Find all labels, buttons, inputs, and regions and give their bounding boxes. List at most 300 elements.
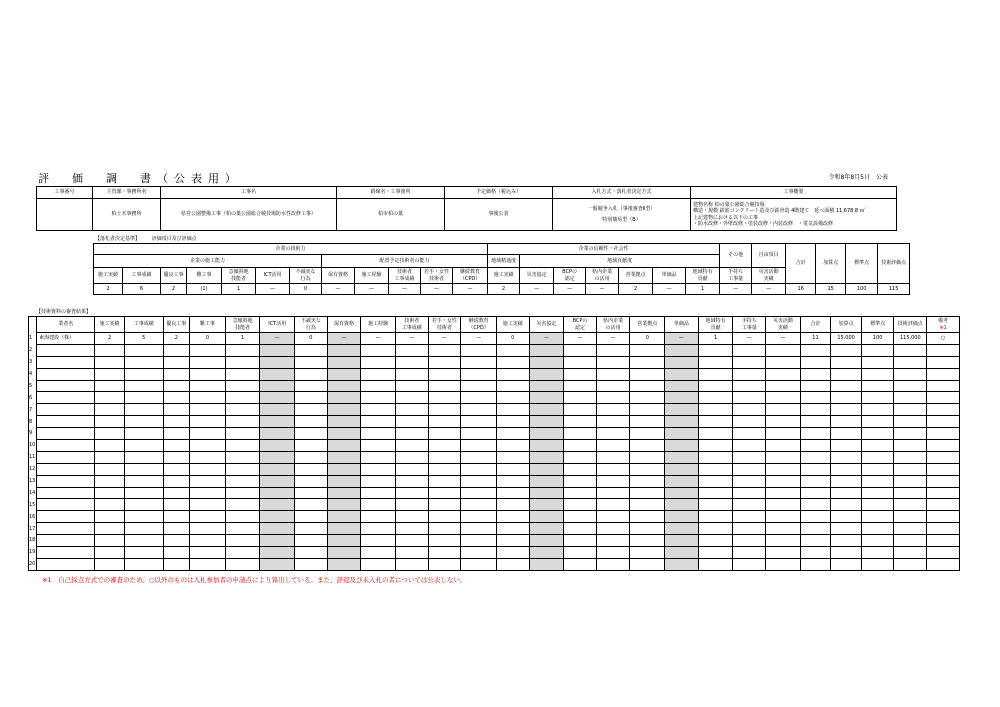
result-value-empty <box>529 511 564 523</box>
result-value: 1 <box>225 333 260 345</box>
result-value: — <box>395 333 428 345</box>
result-value-empty <box>665 475 699 487</box>
result-value-empty <box>461 392 497 404</box>
result-value-empty <box>861 428 894 440</box>
result-value-empty <box>665 404 699 416</box>
table-row <box>29 487 960 499</box>
bidder-name-empty <box>37 511 95 523</box>
result-value-empty <box>395 356 428 368</box>
result-value-empty <box>260 475 295 487</box>
result-value-empty <box>225 511 260 523</box>
result-value-empty <box>95 392 125 404</box>
result-value-empty <box>361 487 396 499</box>
table-row <box>29 404 960 416</box>
result-value: 2 <box>163 333 190 345</box>
criteria-value: 115 <box>878 284 910 295</box>
result-value-empty <box>698 344 733 356</box>
table-row <box>29 368 960 380</box>
result-value-empty <box>190 380 226 392</box>
result-value-empty <box>596 416 630 428</box>
result-value-empty <box>95 475 125 487</box>
result-value-empty <box>225 404 260 416</box>
result-value-empty <box>596 499 630 511</box>
result-value-empty <box>698 511 733 523</box>
result-value-empty <box>190 511 226 523</box>
result-value-empty <box>95 404 125 416</box>
sub-construction: 企業の施工能力 <box>94 255 322 268</box>
remark-value: ○ <box>927 333 960 345</box>
result-value-empty <box>428 535 461 547</box>
result-value-empty <box>894 463 927 475</box>
result-value-empty <box>665 380 699 392</box>
result-value-empty <box>327 523 361 535</box>
criteria-value: 16 <box>786 284 816 295</box>
result-value-empty <box>630 428 665 440</box>
criteria-value: — <box>752 284 786 295</box>
result-value-empty <box>327 440 361 452</box>
result-value-empty <box>529 416 564 428</box>
result-col-header: ICT活用 <box>260 317 295 333</box>
result-value-empty <box>190 451 226 463</box>
result-value-empty <box>361 451 396 463</box>
result-value-empty <box>766 428 801 440</box>
result-value-empty <box>327 487 361 499</box>
result-value-empty <box>124 344 163 356</box>
result-value-empty <box>163 523 190 535</box>
result-value-empty <box>124 547 163 559</box>
result-value-empty <box>461 451 497 463</box>
result-value-empty <box>766 523 801 535</box>
result-value-empty <box>327 558 361 570</box>
result-value-empty <box>564 463 597 475</box>
result-value-empty <box>461 416 497 428</box>
result-value-empty <box>428 451 461 463</box>
row-number: 7 <box>29 406 33 413</box>
table-row <box>29 475 960 487</box>
result-value-empty <box>564 416 597 428</box>
criteria-label: 【落札者決定基準】 評価項目及び評価点 <box>95 236 197 242</box>
criteria-value: 100 <box>846 284 878 295</box>
result-value-empty <box>95 499 125 511</box>
result-value-empty <box>698 440 733 452</box>
result-col-header: 加算点 <box>831 317 862 333</box>
result-value-empty <box>766 440 801 452</box>
result-value-empty <box>596 440 630 452</box>
result-value-empty <box>596 535 630 547</box>
result-value-empty <box>190 404 226 416</box>
result-value-empty <box>529 440 564 452</box>
table-row <box>29 333 960 345</box>
result-value-empty <box>295 451 328 463</box>
result-col-header: 急傾斜地 技能者 <box>225 317 260 333</box>
result-value-empty <box>428 380 461 392</box>
result-value-empty <box>260 428 295 440</box>
result-value-empty <box>461 511 497 523</box>
result-value-empty <box>800 487 831 499</box>
header-office: 主管課・事務所名 <box>93 187 161 199</box>
result-value: 1 <box>698 333 733 345</box>
result-value-empty <box>395 404 428 416</box>
sub-region-req: 地域精通度 <box>488 255 520 268</box>
result-col-header: 営業拠点 <box>630 317 665 333</box>
result-value-empty <box>630 392 665 404</box>
result-value-empty <box>831 416 862 428</box>
result-value-empty <box>766 535 801 547</box>
result-value-empty <box>327 404 361 416</box>
result-col-header: 災害協定 <box>529 317 564 333</box>
result-value-empty <box>295 392 328 404</box>
result-value-empty <box>665 511 699 523</box>
result-value-empty <box>163 368 190 380</box>
result-value-empty <box>395 499 428 511</box>
result-value-empty <box>260 451 295 463</box>
result-value-empty <box>630 475 665 487</box>
result-value-empty <box>800 451 831 463</box>
row-number: 11 <box>29 454 36 461</box>
result-value-empty <box>733 356 766 368</box>
remark-value-empty <box>927 511 960 523</box>
result-value-empty <box>564 499 597 511</box>
row-number: 1 <box>29 335 33 342</box>
criteria-col-header: 施工実績 <box>488 268 520 284</box>
result-value-empty <box>766 511 801 523</box>
table-row <box>29 547 960 559</box>
bidder-name-empty <box>37 416 95 428</box>
result-value-empty <box>665 535 699 547</box>
remark-value-empty <box>927 440 960 452</box>
criteria-value: 0 <box>290 284 322 295</box>
criteria-col-header: 単価品 <box>653 268 686 284</box>
row-number: 3 <box>29 359 33 366</box>
result-value-empty <box>665 558 699 570</box>
result-col-header: 手持ち 工事量 <box>733 317 766 333</box>
criteria-value: 15 <box>816 284 846 295</box>
table-row <box>29 356 960 368</box>
result-value-empty <box>800 475 831 487</box>
result-value-empty <box>190 356 226 368</box>
result-value-empty <box>461 499 497 511</box>
result-value-empty <box>295 463 328 475</box>
result-value-empty <box>428 547 461 559</box>
result-value-empty <box>831 511 862 523</box>
criteria-col-header: 難工事 <box>187 268 222 284</box>
result-value-empty <box>395 547 428 559</box>
result-value-empty <box>124 368 163 380</box>
criteria-value: — <box>453 284 488 295</box>
result-value: — <box>361 333 396 345</box>
result-value: 5 <box>124 333 163 345</box>
criteria-value: — <box>389 284 421 295</box>
result-value-empty <box>698 475 733 487</box>
result-value-empty <box>831 523 862 535</box>
result-value-empty <box>831 487 862 499</box>
result-value-empty <box>260 487 295 499</box>
result-value-empty <box>461 463 497 475</box>
remark-value-empty <box>927 368 960 380</box>
result-value-empty <box>894 344 927 356</box>
result-value-empty <box>428 392 461 404</box>
result-value-empty <box>831 392 862 404</box>
contract-summary <box>691 199 897 231</box>
result-value-empty <box>861 511 894 523</box>
col-total: 合計 <box>786 244 816 284</box>
result-value-empty <box>698 416 733 428</box>
row-number: 15 <box>29 501 36 508</box>
result-value-empty <box>163 380 190 392</box>
result-value-empty <box>733 475 766 487</box>
result-value-empty <box>361 368 396 380</box>
result-value-empty <box>496 404 529 416</box>
result-value-empty <box>260 416 295 428</box>
result-value-empty <box>190 535 226 547</box>
result-value-empty <box>596 475 630 487</box>
result-value-empty <box>564 392 597 404</box>
summary-line: 建物名称 柏の葉公園総合競技場 <box>693 202 765 208</box>
result-value-empty <box>461 356 497 368</box>
result-value-empty <box>163 404 190 416</box>
result-value-empty <box>190 463 226 475</box>
result-value-empty <box>124 499 163 511</box>
result-value: — <box>733 333 766 345</box>
result-col-header: 継続教育 （CPD） <box>461 317 497 333</box>
result-value-empty <box>766 368 801 380</box>
bidder-name-empty <box>37 535 95 547</box>
result-value-empty <box>800 392 831 404</box>
result-value-empty <box>225 547 260 559</box>
result-value-empty <box>124 535 163 547</box>
result-value-empty <box>698 463 733 475</box>
col-bonus: 加算点 <box>816 244 846 284</box>
result-value-empty <box>260 392 295 404</box>
remark-value-empty <box>927 392 960 404</box>
result-value-empty <box>596 523 630 535</box>
result-value-empty <box>733 523 766 535</box>
result-col-header: 若手・女性 技術者 <box>428 317 461 333</box>
result-value-empty <box>295 344 328 356</box>
criteria-value: — <box>720 284 752 295</box>
result-value-empty <box>295 487 328 499</box>
contract-method <box>553 199 691 231</box>
header-number: 工事番号 <box>37 187 93 199</box>
result-value-empty <box>260 463 295 475</box>
result-value-empty <box>496 475 529 487</box>
result-col-header: 災害活動 実績 <box>766 317 801 333</box>
result-value: 0 <box>496 333 529 345</box>
criteria-col-header: ICT活用 <box>256 268 290 284</box>
header-name: 工事名 <box>161 187 337 199</box>
result-value-empty <box>800 463 831 475</box>
result-value-empty <box>95 380 125 392</box>
criteria-table <box>93 243 910 295</box>
result-value-empty <box>861 558 894 570</box>
table-row <box>29 344 960 356</box>
remark-value-empty <box>927 344 960 356</box>
criteria-col-header: 手持ち 工事量 <box>720 268 752 284</box>
result-value-empty <box>733 511 766 523</box>
result-value-empty <box>361 416 396 428</box>
result-value-empty <box>564 547 597 559</box>
result-value-empty <box>295 380 328 392</box>
criteria-col-header: 急傾斜地 技能者 <box>222 268 256 284</box>
result-value-empty <box>295 547 328 559</box>
result-value-empty <box>596 368 630 380</box>
row-number-header <box>29 317 37 333</box>
criteria-col-header: 継続教育 （CPD） <box>453 268 488 284</box>
result-value-empty <box>260 499 295 511</box>
result-value-empty <box>461 475 497 487</box>
row-number: 13 <box>29 478 36 484</box>
row-number: 14 <box>29 489 36 496</box>
result-value-empty <box>190 440 226 452</box>
result-value-empty <box>163 487 190 499</box>
result-value-empty <box>894 392 927 404</box>
result-value-empty <box>124 416 163 428</box>
result-value-empty <box>831 344 862 356</box>
remark-value-empty <box>927 416 960 428</box>
result-value-empty <box>496 380 529 392</box>
sub-engineer: 配置予定技術者の能力 <box>322 255 488 268</box>
result-value-empty <box>295 368 328 380</box>
remark-value-empty <box>927 463 960 475</box>
result-value-empty <box>395 511 428 523</box>
result-value-empty <box>190 558 226 570</box>
result-value: — <box>260 333 295 345</box>
result-value-empty <box>428 558 461 570</box>
result-value-empty <box>496 440 529 452</box>
remark-value-empty <box>927 475 960 487</box>
result-value-empty <box>260 511 295 523</box>
result-value: — <box>428 333 461 345</box>
result-value-empty <box>95 523 125 535</box>
result-value-empty <box>596 392 630 404</box>
result-value: 0 <box>630 333 665 345</box>
result-col-header: 技術者 工事成績 <box>395 317 428 333</box>
result-value-empty <box>260 558 295 570</box>
result-value-empty <box>630 463 665 475</box>
result-value-empty <box>190 523 226 535</box>
result-value-empty <box>95 487 125 499</box>
criteria-col-header: 若手・女性 技術者 <box>421 268 453 284</box>
result-value-empty <box>665 344 699 356</box>
header-location: 路線名・工事箇所 <box>337 187 445 199</box>
criteria-col-header: 災害協定 <box>520 268 554 284</box>
table-row <box>29 428 960 440</box>
result-value-empty <box>124 380 163 392</box>
result-value-empty <box>361 404 396 416</box>
result-value-empty <box>894 499 927 511</box>
result-value-empty <box>496 428 529 440</box>
result-value-empty <box>163 475 190 487</box>
result-value-empty <box>800 535 831 547</box>
result-value-empty <box>225 475 260 487</box>
result-value-empty <box>461 558 497 570</box>
result-value-empty <box>225 428 260 440</box>
criteria-value: — <box>653 284 686 295</box>
result-value-empty <box>190 475 226 487</box>
result-value-empty <box>95 451 125 463</box>
result-value-empty <box>630 558 665 570</box>
result-value-empty <box>564 440 597 452</box>
summary-line: ・防水改修・外壁改修・塗装改修・内装改修 ・電気設備改修 <box>693 220 834 227</box>
col-tech-score: 技術評価点 <box>878 244 910 284</box>
result-value-empty <box>800 499 831 511</box>
result-col-header: 施工実績 <box>95 317 125 333</box>
criteria-col-header: BCPの 認定 <box>554 268 586 284</box>
result-value-empty <box>698 547 733 559</box>
result-value-empty <box>327 368 361 380</box>
result-value-empty <box>596 487 630 499</box>
result-value-empty <box>395 487 428 499</box>
result-value-empty <box>831 451 862 463</box>
result-value-empty <box>630 416 665 428</box>
result-value-empty <box>295 416 328 428</box>
result-value-empty <box>564 428 597 440</box>
result-value-empty <box>461 487 497 499</box>
result-value-empty <box>665 463 699 475</box>
contract-location: 柏市柏の葉 <box>337 199 445 231</box>
result-value-empty <box>295 404 328 416</box>
table-row <box>29 392 960 404</box>
result-value: — <box>766 333 801 345</box>
row-number: 9 <box>29 430 33 437</box>
publish-date: 令和8年8月5日 公表 <box>828 174 888 181</box>
result-value-empty <box>630 404 665 416</box>
result-value-empty <box>395 344 428 356</box>
result-value-empty <box>295 428 328 440</box>
result-value-empty <box>766 547 801 559</box>
result-value-empty <box>225 392 260 404</box>
result-value-empty <box>665 451 699 463</box>
result-value-empty <box>698 499 733 511</box>
result-value-empty <box>295 558 328 570</box>
result-value-empty <box>225 523 260 535</box>
result-value-empty <box>766 404 801 416</box>
bidder-name-empty <box>37 451 95 463</box>
result-value-empty <box>698 523 733 535</box>
remark-header <box>927 317 960 333</box>
result-value-empty <box>124 451 163 463</box>
remark-value-empty <box>927 451 960 463</box>
result-value: 15.000 <box>831 333 862 345</box>
table-row <box>29 535 960 547</box>
result-value-empty <box>630 451 665 463</box>
contract-name: 県営公園整備工事（柏の葉公園総合競技場防水性改修工事） <box>161 199 337 231</box>
result-value-empty <box>861 475 894 487</box>
result-value-empty <box>225 487 260 499</box>
contract-price: 事後公表 <box>445 199 553 231</box>
bidder-name-empty <box>37 558 95 570</box>
result-value-empty <box>596 511 630 523</box>
remark-note: ※1 <box>939 324 947 331</box>
result-value-empty <box>496 451 529 463</box>
result-value-empty <box>766 356 801 368</box>
criteria-col-header: 保有資格 <box>322 268 355 284</box>
result-value-empty <box>529 535 564 547</box>
result-value-empty <box>496 392 529 404</box>
result-value-empty <box>124 428 163 440</box>
result-value-empty <box>327 511 361 523</box>
remark-value-empty <box>927 499 960 511</box>
result-value-empty <box>733 499 766 511</box>
result-value-empty <box>163 463 190 475</box>
result-value-empty <box>894 428 927 440</box>
result-value-empty <box>428 463 461 475</box>
result-value-empty <box>564 558 597 570</box>
remark-value-empty <box>927 356 960 368</box>
free-header: 自由項目 <box>752 244 786 268</box>
row-number: 6 <box>29 394 33 401</box>
result-value-empty <box>766 499 801 511</box>
